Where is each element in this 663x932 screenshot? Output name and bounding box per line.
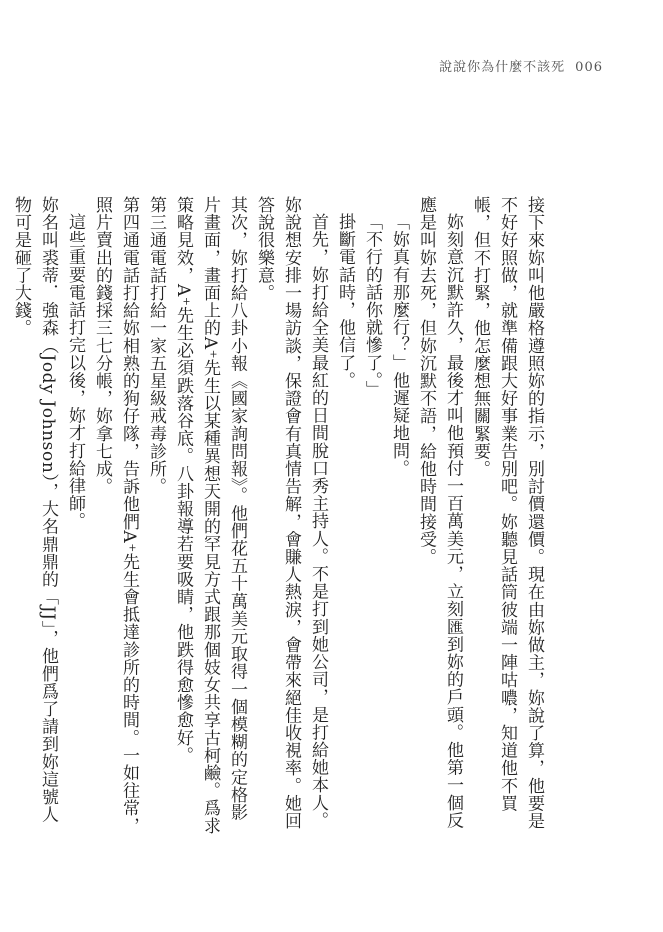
page-number: 006 [575,60,603,75]
paragraph: 接下來妳叫他嚴格遵照妳的指示，別討價還價。現在由妳做主，妳說了算，他要是不好好照做，就準備跟大好事業告別吧。妳聽見話筒彼端一陣咕噥，知道他不買帳，但不打緊，他怎麼想無關緊要。 [470,196,544,830]
paragraph: 第三通電話打給一家五星級戒毒診所。 [146,196,166,496]
book-title: 說說你為什麼不該死 [439,60,566,75]
body-text [7,196,547,836]
paragraph: 第四通電話打給妳相熟的狗仔隊，告訴他們A⁺先生會抵達診所的時間。一如往常，照片賣出的錢採三七分帳，妳拿七成。 [92,196,139,835]
paragraph: 掛斷電話時，他信了。 [335,213,355,389]
dialogue-paragraph: 「不行的話你就慘了。」 [362,213,382,399]
paragraph: 妳名叫裘蒂．強森（Jody Johnson），大名鼎鼎的「JJ」，他們爲了請到妳這號人物可是砸了大錢。 [11,196,58,824]
paragraph: 這些重要電話打完以後，妳才打給律師。 [65,213,85,530]
running-head [439,56,603,75]
dialogue-paragraph: 「妳真有那麼行？」他遲疑地問。 [389,213,409,477]
paragraph: 首先，妳打給全美最紅的日間脫口秀主持人。不是打到她公司，是打給她本人。妳說想安排一場訪談，保證會有真情告解，會賺人熱淚，會帶來絕佳收視率。她回答說很樂意。 [254,196,328,830]
paragraph: 其次，妳打給八卦小報《國家詢問報》。他們花五十萬美元取得一個模糊的定格影片畫面，畫面上的A⁺先生以某種異想天開的罕見方式跟那個妓女共享古柯鹼。爲求策略見效，A⁺先生必須跌落谷底。八卦報導若要吸睛，他跌得愈慘愈好。 [173,196,247,835]
paragraph: 妳刻意沉默許久，最後才叫他預付一百萬美元，立刻匯到妳的戶頭。他第一個反應是叫妳去死，但妳沉默不語，給他時間接受。 [416,196,463,829]
